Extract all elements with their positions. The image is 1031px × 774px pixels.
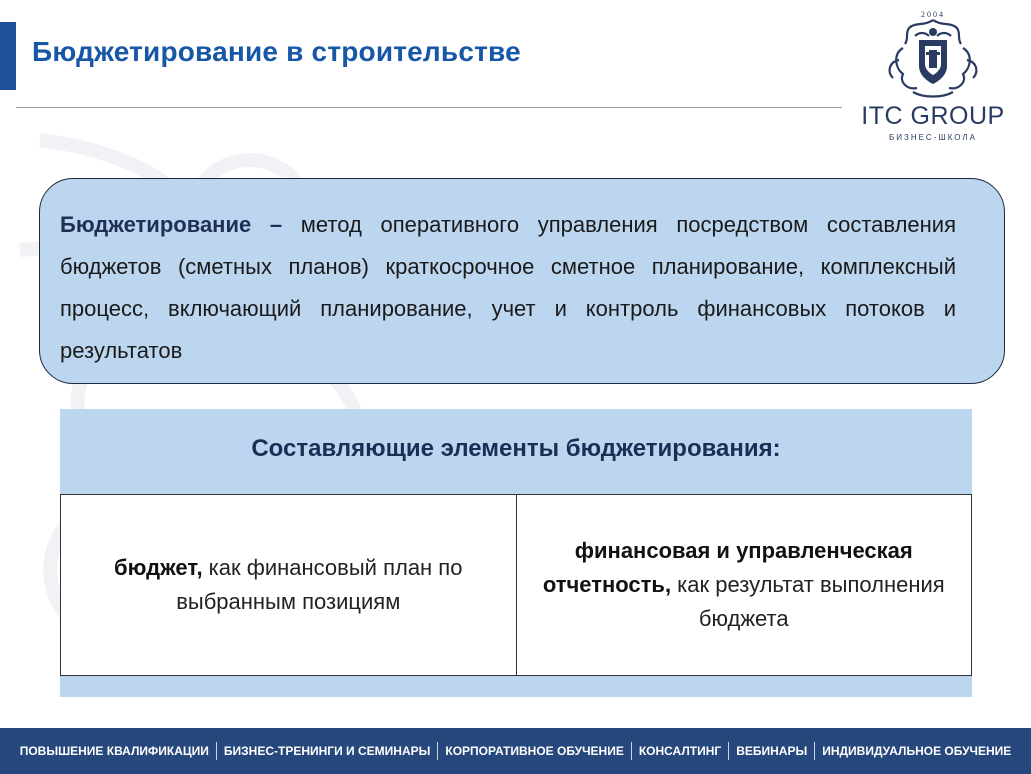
footer-item-consulting: КОНСАЛТИНГ bbox=[638, 744, 722, 758]
definition-term: Бюджетирование bbox=[60, 212, 252, 237]
footer-item-trainings: БИЗНЕС-ТРЕНИНГИ И СЕМИНАРЫ bbox=[223, 744, 431, 758]
definition-box bbox=[39, 178, 1005, 384]
components-table bbox=[60, 494, 972, 676]
logo-name: ITC GROUP bbox=[861, 102, 1005, 130]
logo-subtitle: БИЗНЕС-ШКОЛА bbox=[888, 133, 977, 142]
component-reporting-text: как результат выполнения бюджета bbox=[671, 572, 945, 631]
component-reporting-cell bbox=[516, 495, 972, 675]
definition-dash: – bbox=[269, 212, 283, 237]
logo-year: 2004 bbox=[921, 10, 945, 19]
footer-item-individual: ИНДИВИДУАЛЬНОЕ ОБУЧЕНИЕ bbox=[822, 744, 1012, 758]
title-accent-bar bbox=[0, 22, 16, 90]
components-panel bbox=[60, 409, 972, 697]
brand-logo bbox=[858, 8, 1008, 143]
component-reporting-term: финансовая и управленческая отчетность, bbox=[542, 538, 913, 597]
component-budget-text: как финансовый план по выбранным позициям bbox=[176, 555, 463, 614]
footer-bar bbox=[0, 728, 1031, 774]
definition-text bbox=[60, 204, 956, 372]
components-title: Составляющие элементы бюджетирования: bbox=[251, 435, 781, 462]
component-budget-cell bbox=[61, 495, 516, 675]
title-divider bbox=[16, 107, 842, 108]
footer-item-webinars: ВЕБИНАРЫ bbox=[736, 744, 808, 758]
footer-item-corporate: КОРПОРАТИВНОЕ ОБУЧЕНИЕ bbox=[445, 744, 624, 758]
crest-logo-icon bbox=[885, 8, 981, 100]
slide-title: Бюджетирование в строительстве bbox=[32, 36, 521, 67]
component-budget-term: бюджет, bbox=[114, 555, 203, 580]
definition-body: метод оперативного управления посредством составления бюджетов (сметных планов) краткосрочное сметное планирование, комплексный процесс, включающий планирование, учет и контроль финансовых потоков и результатов bbox=[60, 212, 956, 363]
footer-item-qualification: ПОВЫШЕНИЕ КВАЛИФИКАЦИИ bbox=[19, 744, 209, 758]
